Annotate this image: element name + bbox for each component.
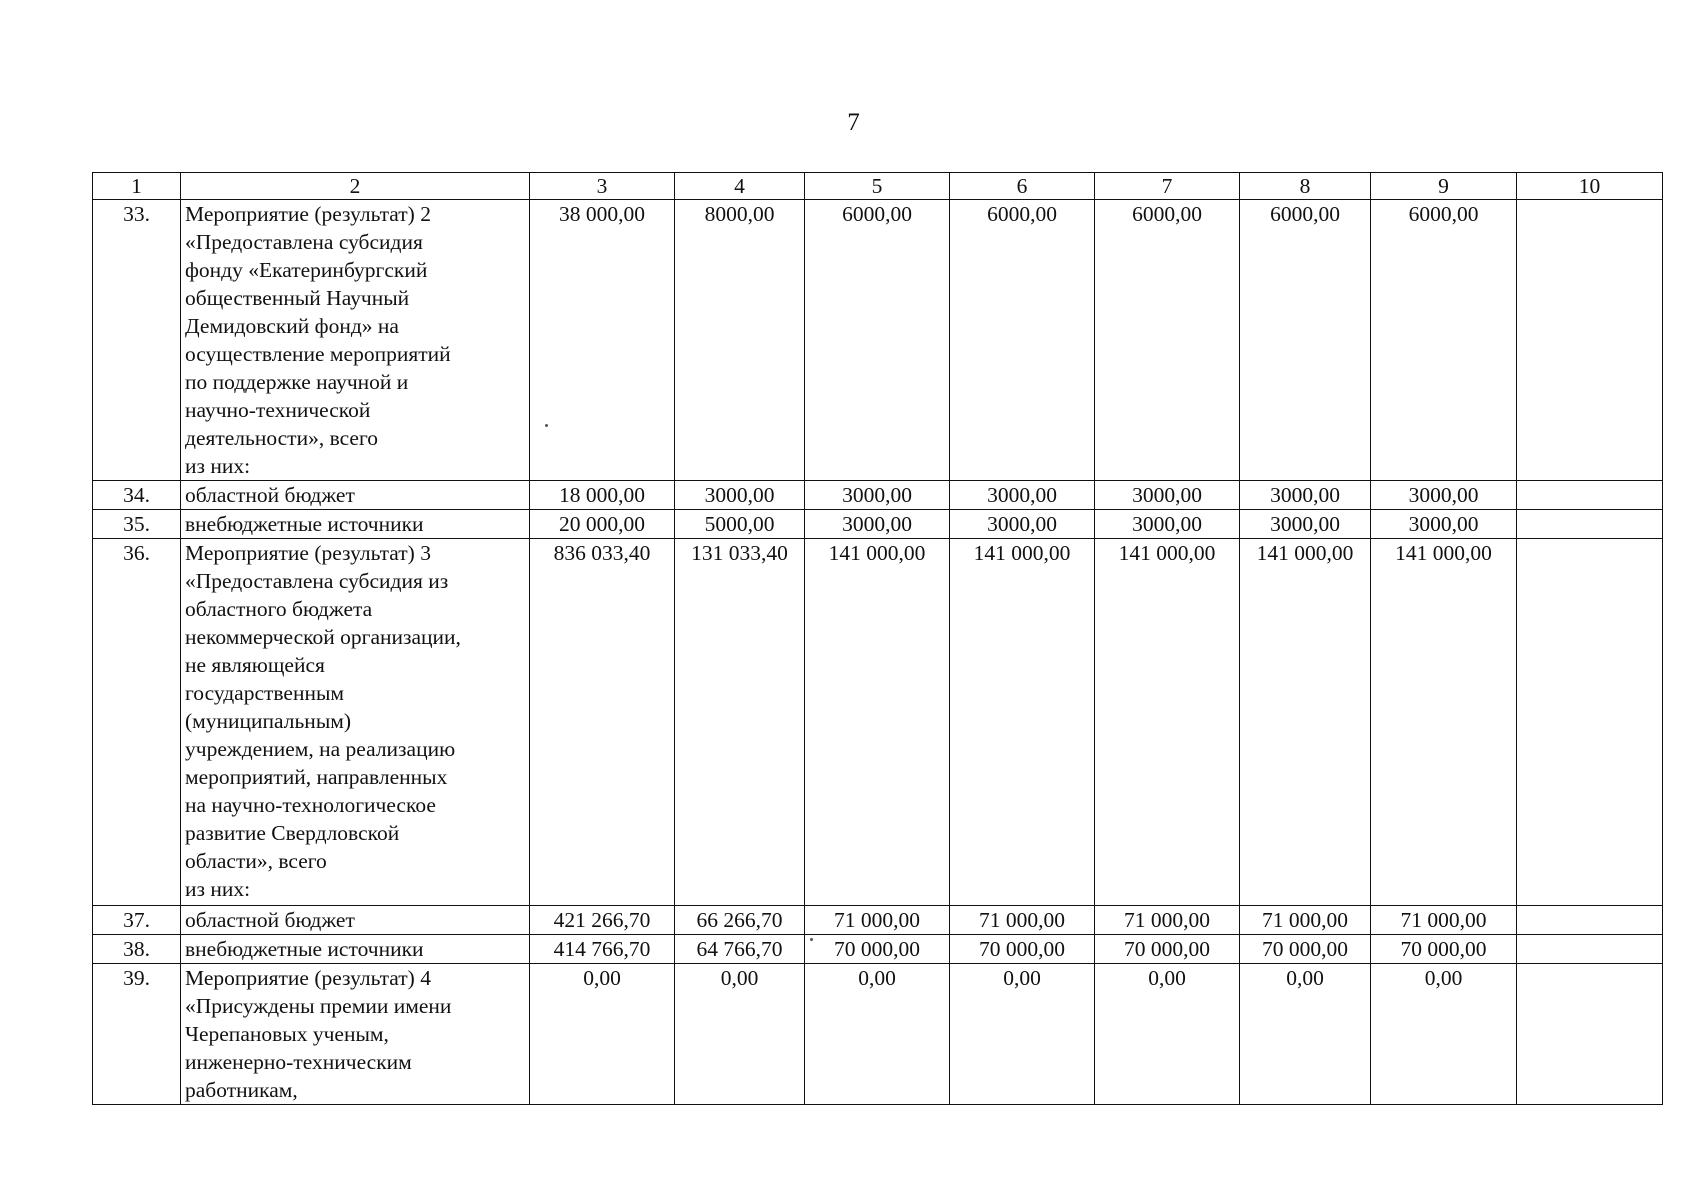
row-name-line: «Предоставлена субсидия из xyxy=(185,569,449,593)
table-body xyxy=(93,173,1663,1105)
value-cell-col-5: 3000,00 xyxy=(805,481,950,510)
value-cell-col-6: 0,00 xyxy=(950,964,1095,1105)
table-row xyxy=(93,200,1663,481)
value-cell-col-4: 8000,00 xyxy=(675,200,805,481)
value-cell-col-3: 18 000,00 xyxy=(530,481,675,510)
value-cell-col-4: 0,00 xyxy=(675,964,805,1105)
row-name-cell xyxy=(181,510,530,539)
row-number-cell: 35. xyxy=(93,510,181,539)
row-name-line: областного бюджета xyxy=(185,597,373,621)
header-cell: 3 xyxy=(530,173,675,200)
row-number-cell: 37. xyxy=(93,906,181,935)
row-name-line: «Предоставлена субсидия xyxy=(185,230,423,254)
value-cell-col-10 xyxy=(1517,935,1663,964)
header-cell: 4 xyxy=(675,173,805,200)
header-cell: 2 xyxy=(181,173,530,200)
value-cell-col-7: 0,00 xyxy=(1095,964,1240,1105)
table-row xyxy=(93,510,1663,539)
value-cell-col-9: 3000,00 xyxy=(1371,510,1517,539)
value-cell-col-9: 6000,00 xyxy=(1371,200,1517,481)
value-cell-col-4: 64 766,70 xyxy=(675,935,805,964)
value-cell-col-5: 141 000,00 xyxy=(805,539,950,906)
row-name-line: внебюджетные источники xyxy=(185,937,424,961)
value-cell-col-10 xyxy=(1517,539,1663,906)
value-cell-col-5: 3000,00 xyxy=(805,510,950,539)
value-cell-col-6: 3000,00 xyxy=(950,481,1095,510)
value-cell-col-3: 0,00 xyxy=(530,964,675,1105)
value-cell-col-10 xyxy=(1517,964,1663,1105)
row-name-line: не являющейся xyxy=(185,653,325,677)
budget-table xyxy=(92,172,1663,1105)
value-cell-col-5: 70 000,00 xyxy=(805,935,950,964)
header-cell: 10 xyxy=(1517,173,1663,200)
scan-artifact-dot xyxy=(810,938,813,941)
row-name-line: «Присуждены премии имени xyxy=(185,994,452,1018)
value-cell-col-9: 3000,00 xyxy=(1371,481,1517,510)
value-cell-col-8: 6000,00 xyxy=(1240,200,1371,481)
table-row xyxy=(93,935,1663,964)
row-name-line: работникам, xyxy=(185,1078,298,1102)
value-cell-col-6: 6000,00 xyxy=(950,200,1095,481)
table-header-row xyxy=(93,173,1663,200)
row-name-line: некоммерческой организации, xyxy=(185,625,461,649)
row-name-line: государственным xyxy=(185,681,345,705)
value-cell-col-10 xyxy=(1517,200,1663,481)
row-number-cell: 33. xyxy=(93,200,181,481)
row-name-line: Мероприятие (результат) 4 xyxy=(185,966,431,990)
value-cell-col-5: 0,00 xyxy=(805,964,950,1105)
value-cell-col-10 xyxy=(1517,481,1663,510)
row-name-line: учреждением, на реализацию xyxy=(185,737,456,761)
header-cell: 7 xyxy=(1095,173,1240,200)
row-name-line: развитие Свердловской xyxy=(185,821,400,845)
value-cell-col-6: 141 000,00 xyxy=(950,539,1095,906)
value-cell-col-4: 66 266,70 xyxy=(675,906,805,935)
value-cell-col-5: 6000,00 xyxy=(805,200,950,481)
value-cell-col-4: 131 033,40 xyxy=(675,539,805,906)
header-cell: 9 xyxy=(1371,173,1517,200)
row-name-line: по поддержке научной и xyxy=(185,370,409,394)
row-name-line: Мероприятие (результат) 3 xyxy=(185,541,431,565)
header-cell: 1 xyxy=(93,173,181,200)
row-name-cell xyxy=(181,481,530,510)
row-name-line: на научно-технологическое xyxy=(185,793,436,817)
header-cell: 5 xyxy=(805,173,950,200)
value-cell-col-8: 3000,00 xyxy=(1240,510,1371,539)
row-name-line: областной бюджет xyxy=(185,483,355,507)
value-cell-col-9: 71 000,00 xyxy=(1371,906,1517,935)
table-row xyxy=(93,964,1663,1105)
header-cell: 8 xyxy=(1240,173,1371,200)
value-cell-col-3: 836 033,40 xyxy=(530,539,675,906)
value-cell-col-9: 141 000,00 xyxy=(1371,539,1517,906)
value-cell-col-4: 3000,00 xyxy=(675,481,805,510)
value-cell-col-10 xyxy=(1517,510,1663,539)
value-cell-col-7: 141 000,00 xyxy=(1095,539,1240,906)
row-name-line: Черепановых ученым, xyxy=(185,1022,389,1046)
value-cell-col-10 xyxy=(1517,906,1663,935)
row-name-cell xyxy=(181,935,530,964)
value-cell-col-8: 0,00 xyxy=(1240,964,1371,1105)
table-row xyxy=(93,906,1663,935)
table-row xyxy=(93,481,1663,510)
row-name-line: из них: xyxy=(185,877,251,901)
value-cell-col-8: 3000,00 xyxy=(1240,481,1371,510)
row-name-line: Демидовский фонд» на xyxy=(185,314,399,338)
row-name-line: общественный Научный xyxy=(185,286,410,310)
value-cell-col-9: 70 000,00 xyxy=(1371,935,1517,964)
value-cell-col-4: 5000,00 xyxy=(675,510,805,539)
row-name-line: областной бюджет xyxy=(185,908,355,932)
row-name-line: инженерно-техническим xyxy=(185,1050,412,1074)
header-cell: 6 xyxy=(950,173,1095,200)
row-name-line: из них: xyxy=(185,454,251,478)
table-row xyxy=(93,539,1663,906)
row-name-cell xyxy=(181,964,530,1105)
value-cell-col-9: 0,00 xyxy=(1371,964,1517,1105)
scan-artifact-dot xyxy=(545,424,548,427)
row-name-line: области», всего xyxy=(185,849,327,873)
row-number-cell: 34. xyxy=(93,481,181,510)
value-cell-col-8: 141 000,00 xyxy=(1240,539,1371,906)
row-name-line: фонду «Екатеринбургский xyxy=(185,258,428,282)
row-name-line: мероприятий, направленных xyxy=(185,765,448,789)
value-cell-col-5: 71 000,00 xyxy=(805,906,950,935)
value-cell-col-6: 70 000,00 xyxy=(950,935,1095,964)
row-name-cell xyxy=(181,906,530,935)
value-cell-col-3: 38 000,00 xyxy=(530,200,675,481)
row-name-line: осуществление мероприятий xyxy=(185,342,451,366)
page-number: 7 xyxy=(847,109,860,136)
row-name-line: Мероприятие (результат) 2 xyxy=(185,202,431,226)
row-name-cell xyxy=(181,200,530,481)
value-cell-col-3: 20 000,00 xyxy=(530,510,675,539)
value-cell-col-3: 414 766,70 xyxy=(530,935,675,964)
row-name-line: (муниципальным) xyxy=(185,709,352,733)
value-cell-col-7: 71 000,00 xyxy=(1095,906,1240,935)
row-number-cell: 38. xyxy=(93,935,181,964)
value-cell-col-6: 3000,00 xyxy=(950,510,1095,539)
row-name-cell xyxy=(181,539,530,906)
row-name-line: деятельности», всего xyxy=(185,426,378,450)
value-cell-col-7: 70 000,00 xyxy=(1095,935,1240,964)
row-number-cell: 39. xyxy=(93,964,181,1105)
value-cell-col-6: 71 000,00 xyxy=(950,906,1095,935)
value-cell-col-3: 421 266,70 xyxy=(530,906,675,935)
row-name-line: научно-технической xyxy=(185,398,371,422)
value-cell-col-8: 71 000,00 xyxy=(1240,906,1371,935)
row-name-line: внебюджетные источники xyxy=(185,512,424,536)
value-cell-col-7: 3000,00 xyxy=(1095,481,1240,510)
value-cell-col-8: 70 000,00 xyxy=(1240,935,1371,964)
value-cell-col-7: 3000,00 xyxy=(1095,510,1240,539)
row-number-cell: 36. xyxy=(93,539,181,906)
value-cell-col-7: 6000,00 xyxy=(1095,200,1240,481)
